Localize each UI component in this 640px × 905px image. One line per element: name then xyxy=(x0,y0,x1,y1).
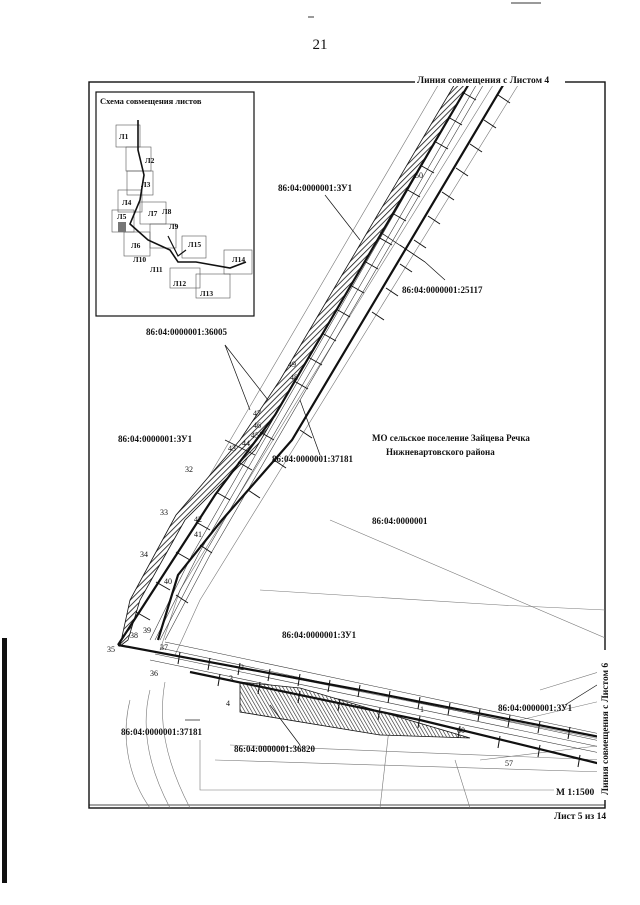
point-45: 45 xyxy=(251,431,259,440)
point-47: 47 xyxy=(253,409,261,418)
inset-sheet-l8: Л8 xyxy=(162,207,172,216)
parcel-label-zu1-right: 86:04:0000001:ЗУ1 xyxy=(498,703,573,713)
inset-sheet-l2: Л2 xyxy=(145,156,155,165)
parcel-label-25117: 86:04:0000001:25117 xyxy=(402,285,483,295)
sheet-counter: Лист 5 из 14 xyxy=(554,812,607,822)
point-4: 4 xyxy=(226,699,230,708)
point-3: 3 xyxy=(229,674,233,683)
point-1: 1 xyxy=(420,705,424,714)
scan-speck xyxy=(308,16,314,18)
point-43: 43 xyxy=(228,444,236,453)
point-2: 2 xyxy=(240,663,244,672)
inset-sheet-l3: Л3 xyxy=(141,180,151,189)
inset-sheet-l7: Л7 xyxy=(148,209,158,218)
parcel-label-36005: 86:04:0000001:36005 xyxy=(146,327,227,337)
parcel-label-zu1-bottom: 86:04:0000001:ЗУ1 xyxy=(282,630,357,640)
point-46: 46 xyxy=(253,421,261,430)
point-35: 35 xyxy=(107,645,115,654)
municipality-line2: Нижневартовского района xyxy=(386,447,495,457)
inset-sheet-l4: Л4 xyxy=(122,198,132,207)
inset-title: Схема совмещения листов xyxy=(100,96,202,106)
point-34: 34 xyxy=(140,550,148,559)
parcel-label-37181-low: 86:04:0000001:37181 xyxy=(121,727,202,737)
point-36: 36 xyxy=(150,669,158,678)
point-33: 33 xyxy=(160,508,168,517)
point-38: 38 xyxy=(130,631,138,640)
match-line-right-label: Линия совмещения с Листом 6 xyxy=(601,662,611,795)
page-number: 21 xyxy=(312,37,328,53)
point-44: 44 xyxy=(242,439,250,448)
point-50: 50 xyxy=(415,171,423,180)
parcel-label-zu1-top: 86:04:0000001:ЗУ1 xyxy=(278,183,353,193)
inset-sheet-l6: Л6 xyxy=(131,241,141,250)
point-37: 37 xyxy=(160,643,168,652)
municipality-line1: МО сельское поселение Зайцева Речка xyxy=(372,433,530,443)
match-line-top-label: Линия совмещения с Листом 4 xyxy=(417,76,550,86)
scale-label: М 1:1500 xyxy=(556,788,595,798)
inset-sheet-l14: Л14 xyxy=(232,255,246,264)
parcel-label-zu1-left: 86:04:0000001:ЗУ1 xyxy=(118,434,193,444)
point-57: 57 xyxy=(505,759,513,768)
inset-overview xyxy=(96,92,254,316)
inset-sheet-l10: Л10 xyxy=(133,255,147,264)
scan-binding-mark xyxy=(2,638,7,883)
point-60: 60 xyxy=(457,726,465,735)
scan-speck xyxy=(511,2,541,4)
inset-sheet-l13: Л13 xyxy=(200,289,214,298)
point-49: 49 xyxy=(288,360,296,369)
inset-sheet-l11: Л11 xyxy=(150,265,163,274)
inset-sheet-l12: Л12 xyxy=(173,279,187,288)
point-41: 41 xyxy=(194,530,202,539)
point-40: 40 xyxy=(164,577,172,586)
inset-sheet-l15: Л15 xyxy=(188,240,202,249)
point-32: 32 xyxy=(185,465,193,474)
point-39: 39 xyxy=(143,626,151,635)
inset-sheet-l1: Л1 xyxy=(119,132,129,141)
inset-sheet-l9: Л9 xyxy=(169,222,179,231)
inset-sheet-l5: Л5 xyxy=(117,212,127,221)
parcel-label-36820: 86:04:0000001:36820 xyxy=(234,744,315,754)
point-48: 48 xyxy=(290,373,298,382)
parcel-label-37181-mid: 86:04:0000001:37181 xyxy=(272,454,353,464)
point-42: 42 xyxy=(194,515,202,524)
parcel-label-0000001: 86:04:0000001 xyxy=(372,516,428,526)
